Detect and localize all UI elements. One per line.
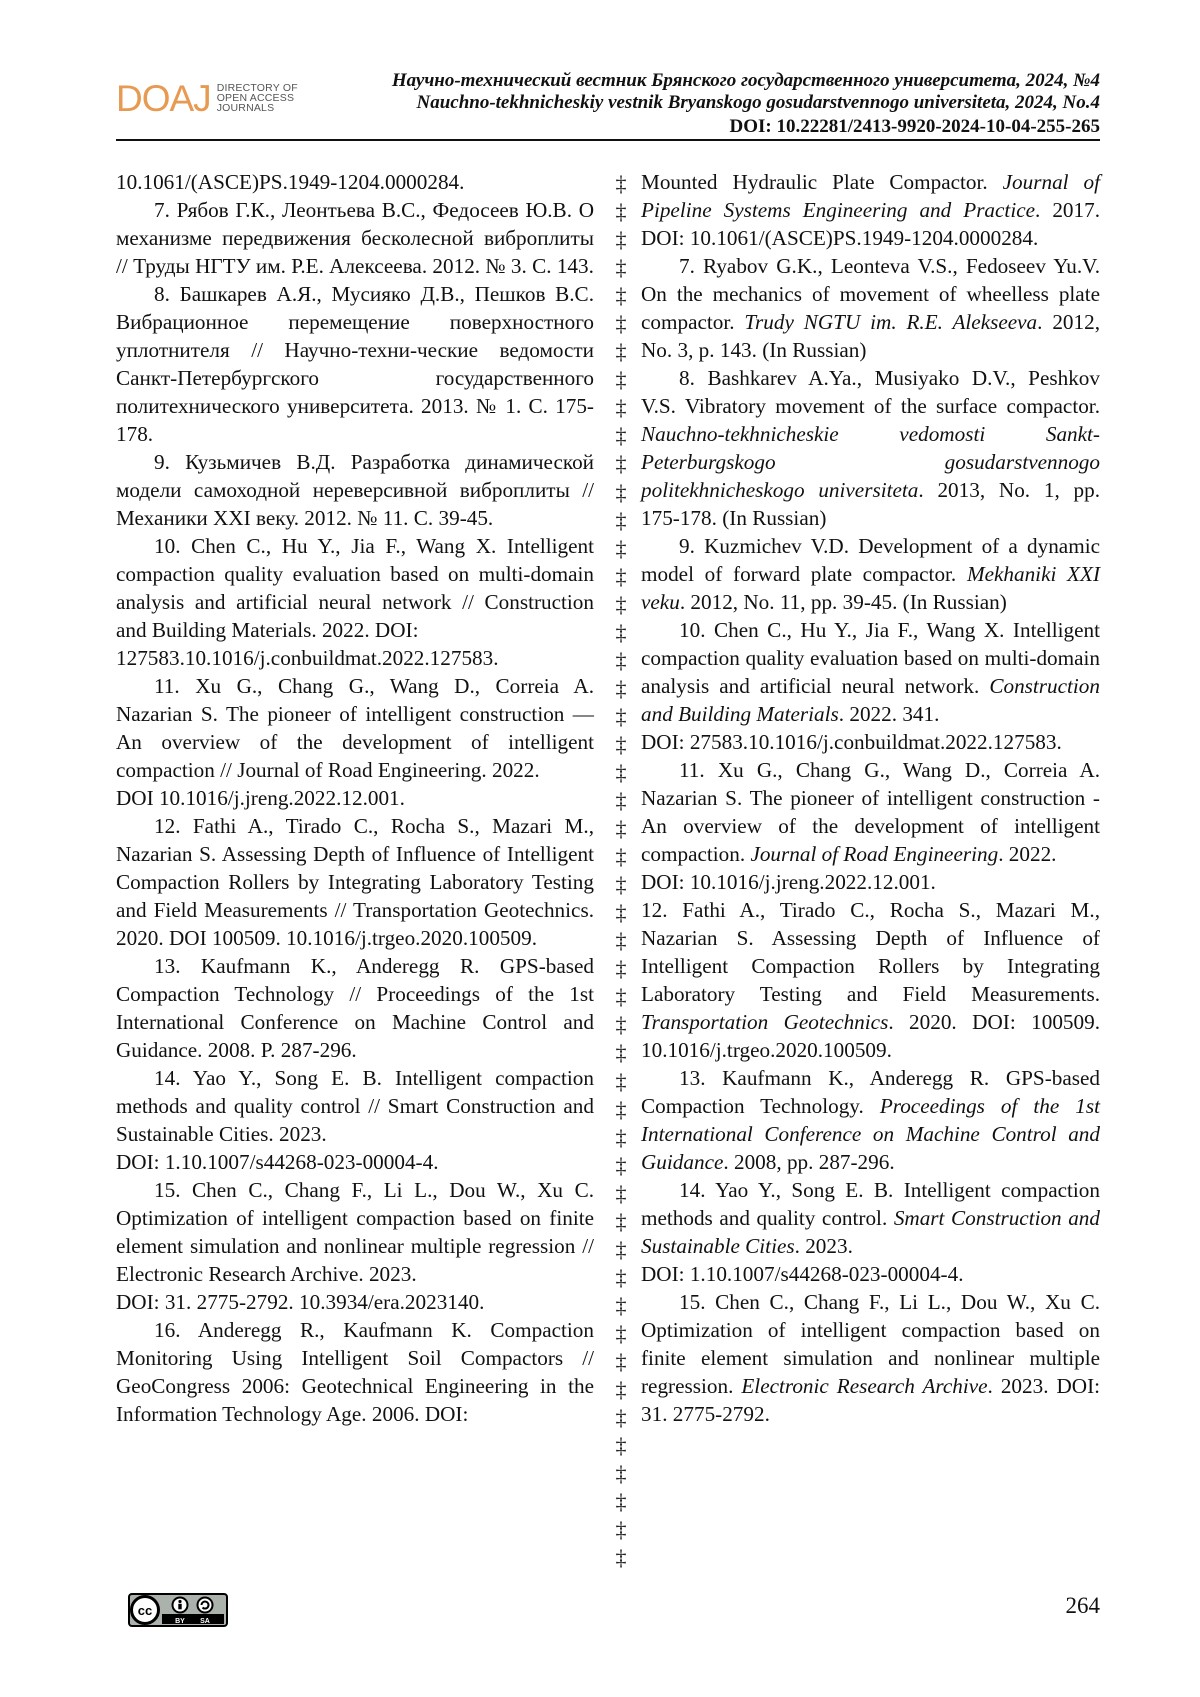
reference-text: DOI: 1.10.1007/s44268-023-00004-4. (641, 1262, 964, 1286)
references-russian-column (116, 168, 594, 1428)
article-doi[interactable]: DOI: 10.22281/2413-9920-2024-10-04-255-265 (729, 116, 1100, 137)
reference-en (641, 1064, 1100, 1176)
reference-ru: 7. Рябов Г.К., Леонтьева В.С., Федосеев Ю.В. О механизме передвижения бесколесной виброплиты // Труды НГТУ им. Р.Е. Алексеева. 2012. № 3. С. 143. (116, 198, 594, 278)
separator-glyph: ‡ (615, 563, 627, 589)
reference-text: . 2008, pp. 287-296. (723, 1150, 895, 1174)
reference-source-title: Nauchno-tekhnicheskie vedomosti Sankt-Peterburgskogo gosudarstvennogo politekhnicheskogo universiteta (641, 422, 1100, 502)
separator-glyph: ‡ (615, 1096, 627, 1122)
separator-glyph: ‡ (615, 255, 627, 281)
reference-text: DOI: 10.1016/j.jreng.2022.12.001. (641, 870, 936, 894)
references-transliterated-column (641, 168, 1100, 1428)
separator-glyph: ‡ (615, 759, 627, 785)
sa-text: SA (200, 1618, 210, 1625)
reference-text: DOI: 27583.10.1016/j.conbuildmat.2022.127583. (641, 730, 1062, 754)
separator-glyph: ‡ (615, 1152, 627, 1178)
separator-glyph: ‡ (615, 900, 627, 926)
separator-glyph: ‡ (615, 1068, 627, 1094)
separator-glyph: ‡ (615, 675, 627, 701)
reference-text: . 2022. 341. (838, 702, 940, 726)
reference-en (641, 532, 1100, 616)
separator-glyph: ‡ (615, 591, 627, 617)
separator-glyph: ‡ (615, 984, 627, 1010)
reference-text: Mounted Hydraulic Plate Compactor. (641, 170, 1003, 194)
reference-source-title: Journal of Pipeline Systems Engineering and Practice (641, 170, 1100, 222)
separator-glyph: ‡ (615, 283, 627, 309)
reference-text: . 2023. (794, 1234, 853, 1258)
separator-glyph: ‡ (615, 1124, 627, 1150)
cc-by-sa-license-badge[interactable] (128, 1593, 228, 1627)
separator-glyph: ‡ (615, 1348, 627, 1374)
reference-ru: DOI 10.1016/j.jreng.2022.12.001. (116, 786, 405, 810)
reference-text: 13. Kaufmann K., Anderegg R. GPS-based Compaction Technology. (641, 1066, 1100, 1118)
separator-glyph: ‡ (615, 1545, 627, 1571)
separator-glyph: ‡ (615, 479, 627, 505)
reference-text: . 2017. DOI: 10.1061/(ASCE)PS.1949-1204.0000284. (641, 198, 1100, 250)
separator-glyph: ‡ (615, 507, 627, 533)
reference-ru: 9. Кузьмичев В.Д. Разработка динамической модели самоходной нереверсивной виброплиты // Механики XXI веку. 2012. № 11. С. 39-45. (116, 450, 594, 530)
reference-ru: 10.1061/(ASCE)PS.1949-1204.0000284. (116, 170, 465, 194)
reference-ru: 16. Anderegg R., Kaufmann K. Compaction Monitoring Using Intelligent Soil Compactors // GeoCongress 2006: Geotechnical Engineering in the Information Technology Age. 2006. DOI: (116, 1318, 594, 1426)
doaj-logo-subtitle (217, 83, 298, 113)
separator-glyph: ‡ (615, 1292, 627, 1318)
separator-glyph: ‡ (615, 1377, 627, 1403)
reference-ru: 13. Kaufmann K., Anderegg R. GPS-based Compaction Technology // Proceedings of the 1st International Conference on Machine Control and Guidance. 2008. P. 287-296. (116, 954, 594, 1062)
journal-title-en: Nauchno-tekhnicheskiy vestnik Bryanskogo gosudarstvennogo universiteta, 2024, No.4 (416, 92, 1100, 113)
reference-source-title: Construction and Building Materials (641, 674, 1100, 726)
reference-en (641, 1288, 1100, 1428)
separator-glyph: ‡ (615, 928, 627, 954)
separator-glyph: ‡ (615, 339, 627, 365)
reference-ru: DOI: 31. 2775-2792. 10.3934/era.2023140. (116, 1290, 485, 1314)
doaj-logo[interactable] (116, 78, 298, 118)
doaj-logo-line-3: JOURNALS (216, 102, 275, 114)
reference-source-title: Proceedings of the 1st International Conference on Machine Control and Guidance (641, 1094, 1100, 1174)
reference-en (641, 756, 1100, 868)
cc-text: cc (137, 1603, 153, 1618)
separator-glyph: ‡ (615, 311, 627, 337)
reference-source-title: Journal of Road Engineering (750, 842, 999, 866)
reference-source-title: Transportation Geotechnics (641, 1010, 889, 1034)
separator-glyph: ‡ (615, 647, 627, 673)
separator-glyph: ‡ (615, 788, 627, 814)
reference-text: 9. Kuzmichev V.D. Development of a dynamic model of forward plate compactor. (641, 534, 1100, 586)
separator-glyph: ‡ (615, 1180, 627, 1206)
reference-text: 12. Fathi A., Tirado C., Rocha S., Mazari M., Nazarian S. Assessing Depth of Influence of Intelligent Compaction Rollers by Integrating Laboratory Testing and Field Measurements. (641, 898, 1100, 1006)
separator-glyph: ‡ (615, 844, 627, 870)
reference-en (641, 168, 1100, 252)
separator-glyph: ‡ (615, 1208, 627, 1234)
separator-glyph: ‡ (615, 731, 627, 757)
separator-glyph: ‡ (615, 956, 627, 982)
page-number: 264 (1065, 1593, 1100, 1618)
separator-glyph: ‡ (615, 227, 627, 253)
reference-text: . 2012, No. 3, p. 143. (In Russian) (641, 310, 1100, 362)
reference-text: . 2022. (998, 842, 1057, 866)
header-rule (116, 139, 1100, 141)
separator-glyph: ‡ (615, 535, 627, 561)
separator-glyph: ‡ (615, 367, 627, 393)
reference-ru: DOI: 1.10.1007/s44268-023-00004-4. (116, 1150, 439, 1174)
reference-ru: 15. Chen C., Chang F., Li L., Dou W., Xu C. Optimization of intelligent compaction based on finite element simulation and nonlinear multiple regression // Electronic Research Archive. 2023. (116, 1178, 594, 1286)
reference-en (641, 1260, 1100, 1288)
separator-glyph: ‡ (615, 816, 627, 842)
doaj-logo-text: DOAJ (116, 77, 211, 119)
journal-title-ru: Научно-технический вестник Брянского государственного университета, 2024, №4 (391, 70, 1100, 91)
reference-text: 10. Chen C., Hu Y., Jia F., Wang X. Intelligent compaction quality evaluation based on multi-domain analysis and artificial neural network. (641, 618, 1100, 698)
reference-text: . 2013, No. 1, pp. 175-178. (In Russian) (641, 478, 1100, 530)
reference-text: . 2023. DOI: 31. 2775-2792. (641, 1374, 1101, 1426)
separator-glyph: ‡ (615, 1433, 627, 1459)
separator-glyph: ‡ (615, 199, 627, 225)
reference-en (641, 252, 1100, 364)
doaj-logo-line-1: DIRECTORY OF (216, 82, 298, 94)
separator-glyph: ‡ (615, 619, 627, 645)
reference-text: 15. Chen C., Chang F., Li L., Dou W., Xu C. Optimization of intelligent compaction based on finite element simulation and nonlinear multiple regression. (641, 1290, 1100, 1398)
separator-glyph: ‡ (615, 1461, 627, 1487)
separator-glyph: ‡ (615, 1405, 627, 1431)
separator-glyph: ‡ (615, 451, 627, 477)
separator-glyph: ‡ (615, 1320, 627, 1346)
separator-glyph: ‡ (615, 872, 627, 898)
reference-ru: 8. Башкарев А.Я., Мусияко Д.В., Пешков В.С. Вибрационное перемещение поверхностного уплотнителя // Научно-техни-ческие ведомости Санкт-Петербургского государственного политехнического университета. 2013. № 1. С. 175-178. (116, 282, 594, 446)
reference-ru: 12. Fathi A., Tirado C., Rocha S., Mazari M., Nazarian S. Assessing Depth of Influence of Intelligent Compaction Rollers by Integrating Laboratory Testing and Field Measurements // Transportation Geotechnics. 2020. DOI 100509. 10.1016/j.trgeo.2020.100509. (116, 814, 594, 950)
separator-glyph: ‡ (615, 171, 627, 196)
reference-text: 8. Bashkarev A.Ya., Musiyako D.V., Peshkov V.S. Vibratory movement of the surface compactor. (641, 366, 1100, 418)
separator-glyph: ‡ (615, 1489, 627, 1515)
journal-title (392, 70, 1100, 114)
reference-source-title: Trudy NGTU im. R.E. Alekseeva (744, 310, 1038, 334)
reference-text: . 2020. DOI: 100509. 10.1016/j.trgeo.2020.100509. (641, 1010, 1101, 1062)
separator-glyph: ‡ (615, 703, 627, 729)
reference-source-title: Smart Construction and Sustainable Cities (641, 1206, 1100, 1258)
separator-glyph: ‡ (615, 1040, 627, 1066)
doaj-logo-line-2: OPEN ACCESS (216, 92, 295, 104)
reference-en (641, 868, 1100, 896)
reference-source-title: Electronic Research Archive (741, 1374, 988, 1398)
separator-glyph: ‡ (615, 1236, 627, 1262)
reference-en (641, 364, 1100, 532)
reference-text: 14. Yao Y., Song E. B. Intelligent compaction methods and quality control. (641, 1178, 1100, 1230)
reference-text: . 2012, No. 11, pp. 39-45. (In Russian) (679, 590, 1007, 614)
separator-glyph: ‡ (615, 1264, 627, 1290)
reference-ru: 127583.10.1016/j.conbuildmat.2022.127583. (116, 646, 499, 670)
reference-source-title: Mekhaniki XXI veku (641, 562, 1101, 614)
reference-en (641, 896, 1100, 1064)
reference-text: 11. Xu G., Chang G., Wang D., Correia A. Nazarian S. The pioneer of intelligent construction - An overview of the development of intelligent compaction. (641, 758, 1100, 866)
separator-glyph: ‡ (615, 1012, 627, 1038)
cc-license-icon (128, 1593, 228, 1627)
reference-ru: 10. Chen C., Hu Y., Jia F., Wang X. Intelligent compaction quality evaluation based on multi-domain analysis and artificial neural network // Construction and Building Materials. 2022. DOI: (116, 534, 594, 642)
reference-en (641, 1176, 1100, 1260)
reference-ru: 14. Yao Y., Song E. B. Intelligent compaction methods and quality control // Smart Construction and Sustainable Cities. 2023. (116, 1066, 594, 1146)
reference-ru: 11. Xu G., Chang G., Wang D., Correia A. Nazarian S. The pioneer of intelligent construction — An overview of the development of intelligent compaction // Journal of Road Engineering. 2022. (116, 674, 594, 782)
separator-glyph: ‡ (615, 395, 627, 421)
reference-en (641, 728, 1100, 756)
reference-text: 7. Ryabov G.K., Leonteva V.S., Fedoseev Yu.V. On the mechanics of movement of wheelless plate compactor. (641, 254, 1100, 334)
separator-glyph: ‡ (615, 1517, 627, 1543)
page-header (116, 66, 1100, 144)
separator-glyph: ‡ (615, 423, 627, 449)
column-separator (612, 170, 630, 1572)
by-text: BY (175, 1618, 185, 1625)
reference-en (641, 616, 1100, 728)
